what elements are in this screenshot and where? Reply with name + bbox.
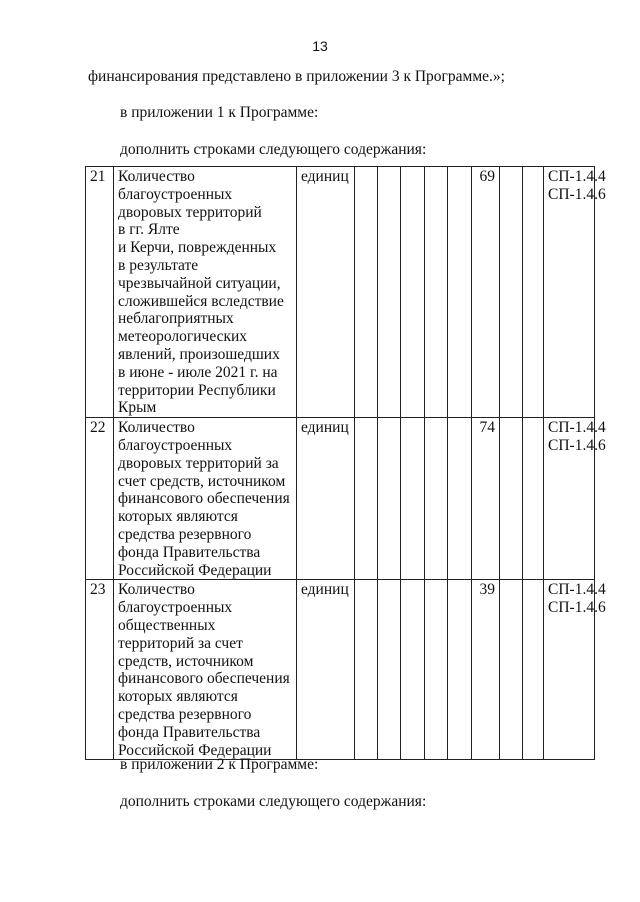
empty-cell [448, 167, 472, 418]
unit-cell: единиц [297, 418, 355, 580]
unit-cell: единиц [297, 167, 355, 418]
appendix-1-heading: в приложении 1 к Программе: [120, 104, 319, 121]
appendix-2-heading: в приложении 2 к Программе: [120, 756, 319, 773]
empty-cell [523, 580, 544, 760]
page-number: 13 [312, 38, 328, 54]
indicator-name-cell [114, 580, 297, 760]
indicator-name-line: Крым [118, 399, 157, 417]
code-line: СП-1.4.4 [548, 581, 606, 599]
empty-cell [401, 580, 425, 760]
indicator-name-line: чрезвычайной ситуации, [118, 274, 281, 292]
value-cell: 39 [472, 580, 500, 760]
indicator-name-line: территории Республики [118, 381, 276, 399]
indicator-name-line: общественных [118, 616, 216, 634]
codes-cell [544, 418, 606, 580]
table-row [86, 418, 595, 580]
indicator-name-line: дворовых территорий за [118, 454, 279, 472]
indicator-name-line: счет средств, источником [118, 472, 286, 490]
indicator-name-line: и Керчи, поврежденных [118, 239, 277, 257]
empty-cell [425, 580, 448, 760]
empty-cell [401, 418, 425, 580]
add-rows-instruction-1: дополнить строками следующего содержания: [120, 141, 427, 158]
value-cell: 69 [472, 167, 500, 418]
indicator-name-line: Российской Федерации [118, 741, 272, 759]
empty-cell [523, 418, 544, 580]
indicator-name-line: фонда Правительства [118, 543, 261, 561]
table-row [86, 167, 595, 418]
indicator-name-line: Количество [118, 581, 195, 599]
indicator-name-line: финансового обеспечения [118, 490, 290, 508]
add-rows-instruction-2: дополнить строками следующего содержания: [120, 793, 427, 810]
table-row [86, 580, 595, 760]
empty-cell [378, 167, 401, 418]
indicator-name-line: метеорологических [118, 328, 248, 346]
empty-cell [355, 580, 378, 760]
code-line: СП-1.4.4 [548, 419, 606, 437]
indicator-name-line: в результате [118, 256, 199, 274]
indicator-name-line: в июне - июле 2021 г. на [118, 363, 278, 381]
indicator-name-line: Количество [118, 168, 195, 185]
row-number-cell: 21 [86, 167, 114, 418]
indicator-name-line: неблагоприятных [118, 310, 234, 328]
indicator-name-line: Российской Федерации [118, 561, 272, 579]
indicator-name-line: которых являются [118, 688, 238, 706]
code-line: СП-1.4.6 [548, 436, 606, 454]
code-line: СП-1.4.6 [548, 185, 606, 203]
empty-cell [500, 418, 523, 580]
empty-cell [355, 167, 378, 418]
indicator-name-line: средства резервного [118, 525, 252, 543]
empty-cell [425, 418, 448, 580]
code-line: СП-1.4.6 [548, 599, 606, 617]
empty-cell [425, 167, 448, 418]
empty-cell [500, 167, 523, 418]
unit-cell: единиц [297, 580, 355, 760]
indicator-name-line: фонда Правительства [118, 723, 261, 741]
indicators-table [85, 166, 606, 760]
empty-cell [378, 580, 401, 760]
indicator-name-line: явлений, произошедших [118, 345, 280, 363]
indicator-name-line: сложившейся вследствие [118, 292, 284, 310]
empty-cell [378, 418, 401, 580]
empty-cell [448, 418, 472, 580]
indicator-name-line: в гг. Ялте [118, 221, 180, 239]
codes-cell [544, 167, 606, 418]
value-cell: 74 [472, 418, 500, 580]
indicator-name-line: благоустроенных [118, 185, 233, 203]
indicator-name-cell [114, 418, 297, 580]
indicator-name-line: средства резервного [118, 705, 252, 723]
row-number-cell: 22 [86, 418, 114, 580]
intro-paragraph: финансирования представлено в приложении 3 к Программе.»; [88, 68, 505, 85]
empty-cell [401, 167, 425, 418]
empty-cell [500, 580, 523, 760]
indicator-name-cell [114, 167, 297, 418]
empty-cell [448, 580, 472, 760]
indicator-name-line: средств, источником [118, 652, 254, 670]
indicator-name-line: благоустроенных [118, 599, 233, 617]
indicator-name-line: Количество [118, 419, 195, 437]
code-line: СП-1.4.4 [548, 168, 606, 185]
indicator-name-line: финансового обеспечения [118, 670, 290, 688]
empty-cell [523, 167, 544, 418]
indicator-name-line: благоустроенных [118, 436, 233, 454]
indicator-name-line: дворовых территорий [118, 203, 262, 221]
codes-cell [544, 580, 606, 760]
empty-cell [355, 418, 378, 580]
row-number-cell: 23 [86, 580, 114, 760]
indicator-name-line: территорий за счет [118, 634, 243, 652]
indicator-name-line: которых являются [118, 508, 238, 526]
